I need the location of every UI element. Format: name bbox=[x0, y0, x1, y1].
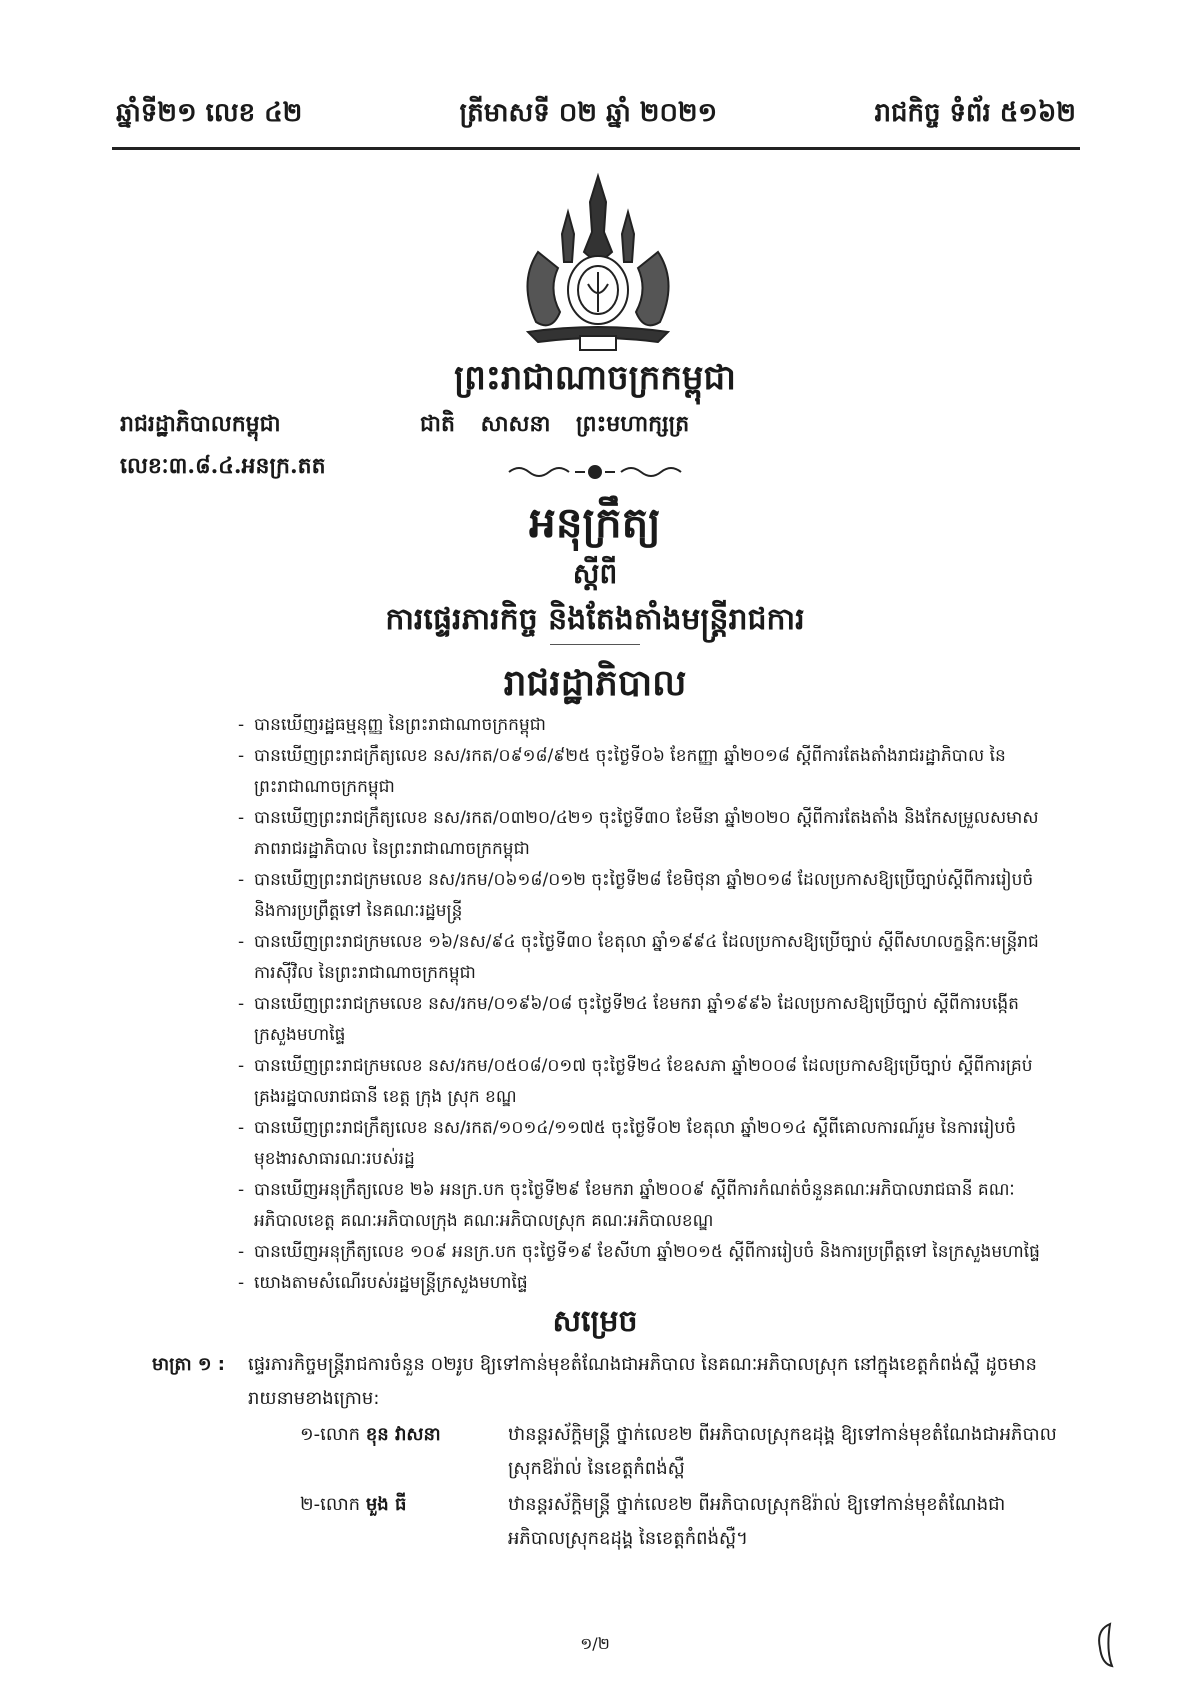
preamble-item: - បានឃើញព្រះរាជក្រមលេខ នស/រកម/០១៩៦/០៨ ចុះថ្ងៃទី២៤ ខែមករា ឆ្នាំ១៩៩៦ ដែលប្រកាសឱ្យប្រើច្បាប់ ស្ដីពីការបង្កើតក្រសួងមហាផ្ទៃ bbox=[242, 989, 1054, 1051]
appointee-2 bbox=[300, 1488, 1060, 1556]
decision-heading: សម្រេច bbox=[552, 1304, 638, 1339]
government-name: រាជរដ្ឋាភិបាលកម្ពុជា bbox=[120, 411, 281, 437]
kingdom-heading: ព្រះរាជាណាចក្រកម្ពុជា bbox=[454, 358, 736, 398]
preamble-item: - បានឃើញរដ្ឋធម្មនុញ្ញ នៃព្រះរាជាណាចក្រកម្ពុជា bbox=[242, 710, 1054, 741]
header-quarter: ត្រីមាសទី ០២ ឆ្នាំ ២០២១ bbox=[459, 98, 718, 128]
preamble-item: - បានឃើញព្រះរាជក្រមលេខ ១៦/នស/៩៤ ចុះថ្ងៃទី៣០ ខែតុលា ឆ្នាំ១៩៩៤ ដែលប្រកាសឱ្យប្រើច្បាប់ ស្ដីពីសហលក្ខន្តិកៈមន្ត្រីរាជការស៊ីវិល នៃព្រះរាជាណាចក្រកម្ពុជា bbox=[242, 927, 1054, 989]
document-subject: ការផ្ទេរភារកិច្ច និងតែងតាំងមន្ត្រីរាជការ bbox=[385, 602, 805, 637]
preamble-item: - បានឃើញព្រះរាជក្រឹត្យលេខ នស/រកត/១០១៤/១១៧៥ ចុះថ្ងៃទី០២ ខែតុលា ឆ្នាំ២០១៤ ស្ដីពីគោលការណ៍រួម នៃការរៀបចំមុខងារសាធារណៈរបស់រដ្ឋ bbox=[242, 1113, 1054, 1175]
article-text: ផ្ទេរភារកិច្ចមន្ត្រីរាជការចំនួន ០២រូប ឱ្យទៅកាន់មុខតំណែងជាអភិបាល នៃគណៈអភិបាលស្រុក នៅក្នុងខេត្តកំពង់ស្ពឺ ដូចមានរាយនាមខាងក្រោម: bbox=[248, 1354, 1037, 1409]
document-title: អនុក្រឹត្យ bbox=[529, 498, 661, 547]
royal-coat-of-arms-icon bbox=[508, 172, 688, 354]
header-rule bbox=[112, 147, 1080, 150]
running-header bbox=[116, 92, 1076, 138]
handwritten-mark-icon bbox=[1092, 1620, 1118, 1670]
issuer-heading: រាជរដ្ឋាភិបាល bbox=[503, 662, 687, 704]
preamble-item: - បានឃើញព្រះរាជក្រឹត្យលេខ នស/រកត/០៣២០/៤២១ ចុះថ្ងៃទី៣០ ខែមីនា ឆ្នាំ២០២០ ស្ដីពីការតែងតាំង និងកែសម្រួលសមាសភាពរាជរដ្ឋាភិបាល នៃព្រះរាជាណាចក្រកម្ពុជា bbox=[242, 803, 1054, 865]
appointee-prefix: ២-លោក bbox=[300, 1494, 361, 1515]
subject-rule bbox=[550, 644, 640, 645]
appointee-full-name: មួង ធី bbox=[365, 1494, 407, 1515]
appointee-description: ឋានន្តរស័ក្តិមន្ត្រី ថ្នាក់លេខ២ ពីអភិបាលស្រុកឱរ៉ាល់ ឱ្យទៅកាន់មុខតំណែងជាអភិបាលស្រុកឧដុង្គ នៃខេត្តកំពង់ស្ពឺ។ bbox=[508, 1494, 1006, 1549]
header-page: រាជកិច្ច ទំព័រ ៥១៦២ bbox=[874, 98, 1076, 128]
preamble-item: - បានឃើញអនុក្រឹត្យលេខ ១០៩ អនក្រ.បក ចុះថ្ងៃទី១៩ ខែសីហា ឆ្នាំ២០១៥ ស្ដីពីការរៀបចំ និងការប្រព្រឹត្តទៅ នៃក្រសួងមហាផ្ទៃ bbox=[242, 1237, 1054, 1268]
ornament-divider-icon bbox=[505, 460, 685, 484]
preamble-item: - យោងតាមសំណើរបស់រដ្ឋមន្ត្រីក្រសួងមហាផ្ទៃ bbox=[242, 1268, 1054, 1299]
article-1 bbox=[152, 1348, 1057, 1416]
appointee-description: ឋានន្តរស័ក្តិមន្ត្រី ថ្នាក់លេខ២ ពីអភិបាលស្រុកឧដុង្គ ឱ្យទៅកាន់មុខតំណែងជាអភិបាលស្រុកឱរ៉ាល់ នៃខេត្តកំពង់ស្ពឺ bbox=[508, 1424, 1057, 1479]
appointee-prefix: ១-លោក bbox=[300, 1424, 361, 1445]
appointee-1 bbox=[300, 1418, 1060, 1486]
preamble-item: - បានឃើញអនុក្រឹត្យលេខ ២៦ អនក្រ.បក ចុះថ្ងៃទី២៩ ខែមករា ឆ្នាំ២០០៩ ស្ដីពីការកំណត់ចំនួនគណៈអភិបាលរាជធានី គណៈអភិបាលខេត្ត គណៈអភិបាលក្រុង គណៈអភិបាលស្រុក គណៈអភិបាលខណ្ឌ bbox=[242, 1175, 1054, 1237]
page-number: ១/២ bbox=[580, 1634, 610, 1653]
reference-number: លេខៈ៣.៨.៤.អនក្រ.តត bbox=[120, 453, 326, 479]
about-label: ស្ដីពី bbox=[572, 557, 618, 590]
header-volume: ឆ្នាំទី២១ លេខ ៤២ bbox=[116, 98, 303, 128]
article-label: មាត្រា ១ : bbox=[152, 1354, 225, 1375]
appointee-name bbox=[300, 1488, 500, 1522]
preamble-item: - បានឃើញព្រះរាជក្រឹត្យលេខ នស/រកត/០៩១៨/៩២៥ ចុះថ្ងៃទី០៦ ខែកញ្ញា ឆ្នាំ២០១៨ ស្ដីពីការតែងតាំងរាជរដ្ឋាភិបាល នៃព្រះរាជាណាចក្រកម្ពុជា bbox=[242, 741, 1054, 803]
appointee-name bbox=[300, 1418, 500, 1452]
preamble-item: - បានឃើញព្រះរាជក្រមលេខ នស/រកម/០៥០៨/០១៧ ចុះថ្ងៃទី២៤ ខែឧសភា ឆ្នាំ២០០៨ ដែលប្រកាសឱ្យប្រើច្បាប់ ស្ដីពីការគ្រប់គ្រងរដ្ឋបាលរាជធានី ខេត្ត ក្រុង ស្រុក ខណ្ឌ bbox=[242, 1051, 1054, 1113]
preamble-list bbox=[242, 710, 1054, 1299]
national-motto: ជាតិ សាសនា ព្រះមហាក្សត្រ bbox=[420, 411, 690, 437]
motto-row bbox=[0, 410, 1190, 450]
preamble-item: - បានឃើញព្រះរាជក្រមលេខ នស/រកម/០៦១៨/០១២ ចុះថ្ងៃទី២៨ ខែមិថុនា ឆ្នាំ២០១៨ ដែលប្រកាសឱ្យប្រើច្បាប់ស្ដីពីការរៀបចំ និងការប្រព្រឹត្តទៅ នៃគណៈរដ្ឋមន្ត្រី bbox=[242, 865, 1054, 927]
appointee-full-name: ខុន វាសនា bbox=[365, 1424, 441, 1445]
